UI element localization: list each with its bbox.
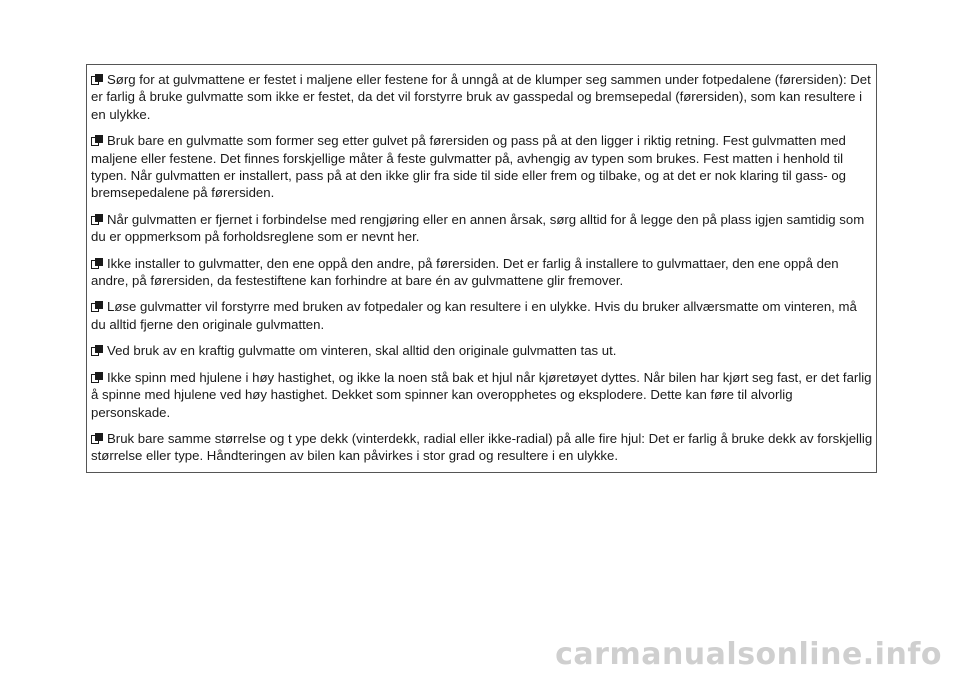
warning-bullet-icon <box>91 301 103 312</box>
warning-text: Ikke spinn med hjulene i høy hastighet, og ikke la noen stå bak et hjul når kjøretøyet dyttes. Når bilen har kjørt seg fast, er det farlig å spinne med hjulene ved høy hastighet. Dekket som spinner kan overopphetes og eksplodere. Dette kan føre til alvorlig personskade. <box>91 369 872 420</box>
warning-item <box>91 255 875 290</box>
watermark: carmanualsonline.info <box>555 637 942 672</box>
warning-bullet-icon <box>91 258 103 269</box>
warning-bullet-icon <box>91 345 103 356</box>
warning-item <box>91 298 875 333</box>
warning-item <box>91 211 875 246</box>
warning-list <box>91 71 875 474</box>
warning-bullet-icon <box>91 214 103 225</box>
warning-bullet-icon <box>91 433 103 444</box>
warning-text: Ikke installer to gulvmatter, den ene oppå den andre, på førersiden. Det er farlig å installere to gulvmattaer, den ene oppå den andre, på førersiden, da festestiftene kan forhindre at bare én av gulvmattene glir fremover. <box>91 255 839 289</box>
warning-text: Bruk bare samme størrelse og t ype dekk (vinterdekk, radial eller ikke-radial) på alle fire hjul: Det er farlig å bruke dekk av forskjellig størrelse eller type. Håndteringen av bilen kan påvirkes i stor grad og resultere i en ulykke. <box>91 430 873 464</box>
warning-text: Sørg for at gulvmattene er festet i maljene eller festene for å unngå at de klumper seg sammen under fotpedalene (førersiden): Det er farlig å bruke gulvmatte som ikke er festet, da det vil forstyrre bruk av gasspedal og bremsepedal (førersiden), som kan resultere i en ulykke. <box>91 72 871 122</box>
warning-bullet-icon <box>91 372 103 383</box>
warning-box <box>86 64 877 473</box>
warning-text: Løse gulvmatter vil forstyrre med bruken av fotpedaler og kan resultere i en ulykke. Hvis du bruker allværsmatte om vinteren, må du alltid fjerne den originale gulvmatten. <box>91 299 857 332</box>
warning-bullet-icon <box>91 74 103 85</box>
warning-bullet-icon <box>91 135 103 146</box>
warning-item <box>91 369 875 421</box>
warning-text: Bruk bare en gulvmatte som former seg etter gulvet på førersiden og pass på at den ligger i riktig retning. Fest gulvmatten med maljene eller festene. Det finnes forskjellige måter å feste gulvmatter på, avhengig av typen som brukes. Fest matten i henhold til typen. Når gulvmatten er installert, pass på at den ikke glir fra side til side eller frem og tilbake, og at det er nok klaring til gass- og bremsepedalene på førersiden. <box>91 133 846 201</box>
warning-item <box>91 342 875 359</box>
warning-text: Ved bruk av en kraftig gulvmatte om vinteren, skal alltid den originale gulvmatten tas ut. <box>107 343 617 359</box>
warning-text: Når gulvmatten er fjernet i forbindelse med rengjøring eller en annen årsak, sørg alltid for å legge den på plass igjen samtidig som du er oppmerksom på forholdsreglene som er nevnt her. <box>91 211 865 245</box>
warning-item <box>91 132 875 202</box>
warning-item <box>91 71 875 123</box>
warning-item <box>91 430 875 465</box>
